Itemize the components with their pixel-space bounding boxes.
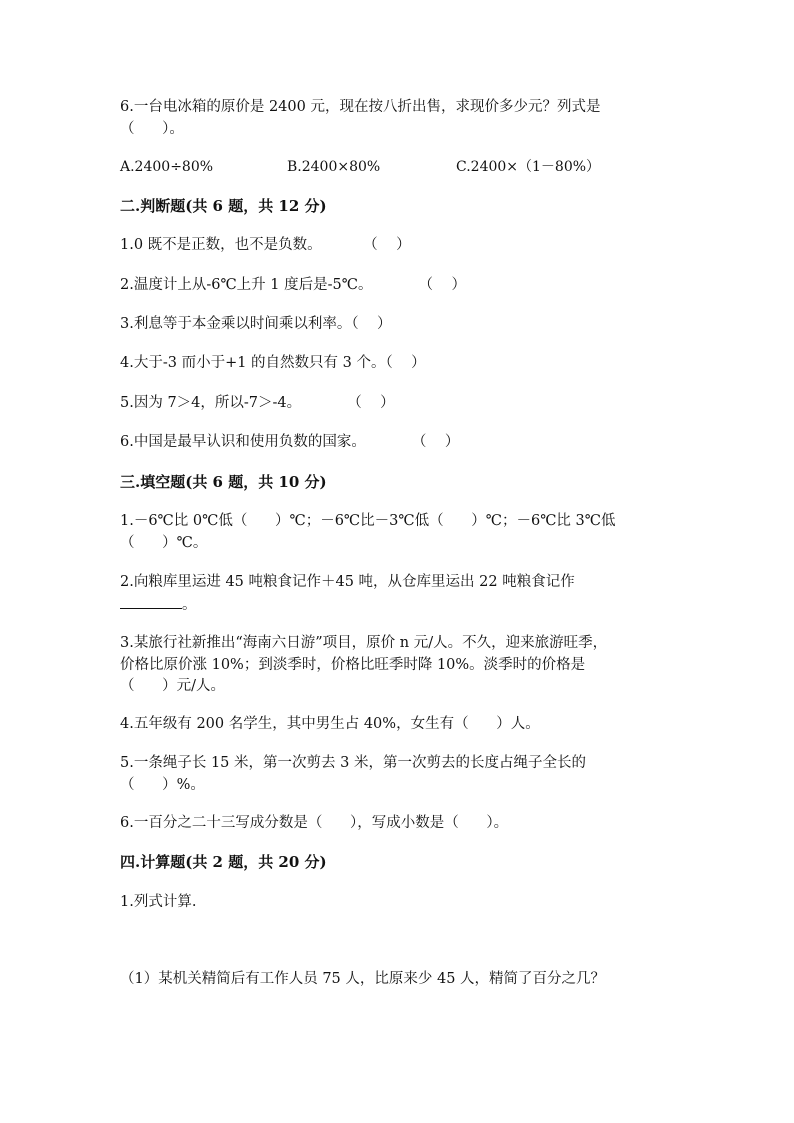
fill-q4: 4.五年级有 200 名学生，其中男生占 40%，女生有（ ）人。 [120,716,540,732]
judge-item-4: 4.大于-3 而小于+1 的自然数只有 3 个。（ ） [120,355,426,371]
q6-line1: 6.一台电冰箱的原价是 2400 元，现在按八折出售，求现价多少元？列式是 [120,99,601,115]
fill-q6: 6.一百分之二十三写成分数是（ ），写成小数是（ ）。 [120,815,509,831]
fill-q2-line1: 2.向粮库里运进 45 吨粮食记作＋45 吨，从仓库里运出 22 吨粮食记作 [120,574,575,590]
fill-q5-line1: 5.一条绳子长 15 米，第一次剪去 3 米，第一次剪去的长度占绳子全长的 [120,755,586,771]
judge-item-1: 1.0 既不是正数，也不是负数。 （ ） [120,237,411,253]
fill-q3-line1: 3.某旅行社新推出“海南六日游”项目，原价 n 元/人。不久，迎来旅游旺季， [120,635,608,651]
judge-item-6: 6.中国是最早认识和使用负数的国家。 （ ） [120,434,460,450]
judge-item-2: 2.温度计上从-6℃上升 1 度后是-5℃。 （ ） [120,277,466,293]
fill-q5-line2: （ ）%。 [120,777,205,793]
judge-item-5: 5.因为 7＞4，所以-7＞-4。 （ ） [120,395,395,411]
fill-q1-line1: 1.－6℃比 0℃低（ ）℃；－6℃比－3℃低（ ）℃；－6℃比 3℃低 [120,513,616,529]
fill-q1-line2: （ ）℃。 [120,535,208,551]
section4-heading: 四.计算题(共 2 题，共 20 分) [120,853,327,871]
q6-line2: （ ）。 [120,121,184,137]
fill-q2-suffix: 。 [182,597,197,613]
answer-blank [120,594,182,609]
q6-option-b: B.2400×80% [287,159,381,175]
section3-heading: 三.填空题(共 6 题，共 10 分) [120,473,327,491]
q6-option-a: A.2400÷80% [120,159,214,175]
fill-q3-line3: （ ）元/人。 [120,678,226,694]
calc-q1: 1.列式计算. [120,894,197,910]
fill-q3-line2: 价格比原价涨 10%；到淡季时，价格比旺季时降 10%。淡季时的价格是 [120,657,586,673]
fill-q2-line2 [120,594,197,615]
q6-option-c: C.2400×（1－80%） [456,159,601,175]
calc-q1-sub1: （1）某机关精简后有工作人员 75 人，比原来少 45 人，精简了百分之几？ [120,971,606,987]
judge-item-3: 3.利息等于本金乘以时间乘以利率。（ ） [120,316,392,332]
section2-heading: 二.判断题(共 6 题，共 12 分) [120,197,327,215]
